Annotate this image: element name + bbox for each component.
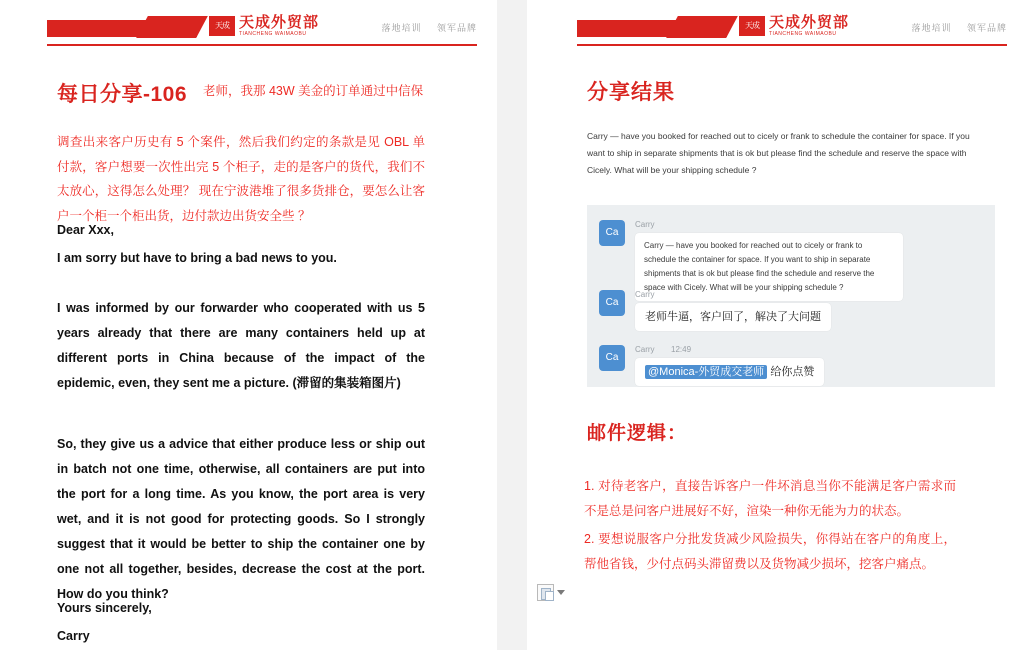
email-closing: Yours sincerely, <box>57 601 152 615</box>
brand-logo-mark: 天成 <box>739 16 765 36</box>
chat-bubble: Carry — have you booked for reached out to cicely or frank to schedule the container for space. If you want to ship in separate shipments that is ok but please find the schedule and reserve the space with Cicely. What will be your shipping schedule ? <box>635 233 903 301</box>
avatar: Ca <box>599 345 625 371</box>
chat-bubble-text: 给你点赞 <box>770 366 815 378</box>
banner-divider-line <box>577 44 1007 46</box>
chat-bubble: 老师牛逼，客户回了，解决了大问题 <box>635 303 831 331</box>
question-intro-text: 老师，我那 43W 美金的订单通过中信保 <box>203 84 424 98</box>
chat-mention: @Monica-外贸成交老师 <box>645 365 767 379</box>
logic-point-2: 2. 要想说服客户分批发货减少风险损失，你得站在客户的角度上，帮他省钱，少付点码头滞留费以及货物减少损坏，挖客户痛点。 <box>584 532 956 571</box>
avatar: Ca <box>599 290 625 316</box>
brand-tagline <box>369 21 477 34</box>
banner-divider-line <box>47 44 477 46</box>
chevron-down-icon[interactable] <box>557 590 565 595</box>
brand-tagline-2: 领军品牌 <box>966 23 1007 33</box>
email-salutation: Dear Xxx, <box>57 223 114 237</box>
brand-tagline-2: 领军品牌 <box>436 23 477 33</box>
brand-tagline-1: 落地培训 <box>911 23 952 33</box>
banner-shape-slant <box>666 16 738 38</box>
brand-tagline-1: 落地培训 <box>381 23 422 33</box>
page-header-banner-right <box>577 14 1007 50</box>
question-body-text: 调查出来客户历史有 5 个案件，然后我们约定的条款是见 OBL 单付款，客户想要一次性出完 5 个柜子，走的是客户的货代，我们不太放心，这得怎么处理？ 现在宁波港堆了很多货排仓，要怎么让客户一个柜一个柜出货，边付款边出货安全些 ？ <box>57 135 425 223</box>
document-page-left <box>0 0 497 650</box>
brand-logo-subtext: TIANCHENG WAIMAOBU <box>239 31 307 37</box>
section-subtitle: 邮件逻辑： <box>587 423 688 444</box>
page-title-right: 分享结果 <box>587 81 675 104</box>
brand-logo-text: 天成外贸部 <box>239 14 320 31</box>
chat-sender-name: Carry <box>635 220 655 229</box>
brand-logo-text: 天成外贸部 <box>769 14 850 31</box>
chat-screenshot-card <box>587 205 995 387</box>
paste-options-icon[interactable] <box>537 584 554 601</box>
chat-sender-name: Carry <box>635 345 655 354</box>
email-paragraph-1: I was informed by our forwarder who cooperated with us 5 years already that there are many containers held up at different ports in China because of the impact of the epidemic, even, they sent me a picture. (滞留的集装箱图片) <box>57 301 425 390</box>
brand-tagline <box>899 21 1007 34</box>
page-header-banner-left <box>47 14 477 50</box>
brand-logo-subtext: TIANCHENG WAIMAOBU <box>769 31 837 37</box>
client-reply-quote: Carry — have you booked for reached out to cicely or frank to schedule the container for space. If you want to ship in separate shipments that is ok but please find the schedule and reserve the space with Cicely. What will be your shipping schedule ? <box>587 131 970 175</box>
logic-point-1: 1. 对待老客户，直接告诉客户一件坏消息当你不能满足客户需求而不是总是问客户进展好不好，渲染一种你无能为力的状态。 <box>584 479 956 518</box>
paste-options-control[interactable] <box>537 584 565 601</box>
email-paragraph-2: So, they give us a advice that either produce less or ship out in batch not one time, otherwise, all containers are put into the port for a long time. As you know, the port area is very wet, and it is not good for protecting goods. So I strongly suggest that it would be better to ship the container one by one not all together, besides, decrease the cost at the port. How do you think? <box>57 437 425 601</box>
page-gutter <box>497 0 527 650</box>
chat-timestamp: 12:49 <box>671 345 692 354</box>
brand-logo-mark: 天成 <box>209 16 235 36</box>
chat-sender-name: Carry <box>635 290 655 299</box>
chat-bubble <box>635 358 824 386</box>
banner-shape-slant <box>136 16 208 38</box>
email-opening: I am sorry but have to bring a bad news to you. <box>57 251 337 265</box>
page-title-left: 每日分享-106 <box>57 83 188 106</box>
avatar: Ca <box>599 220 625 246</box>
email-signature: Carry <box>57 629 90 643</box>
